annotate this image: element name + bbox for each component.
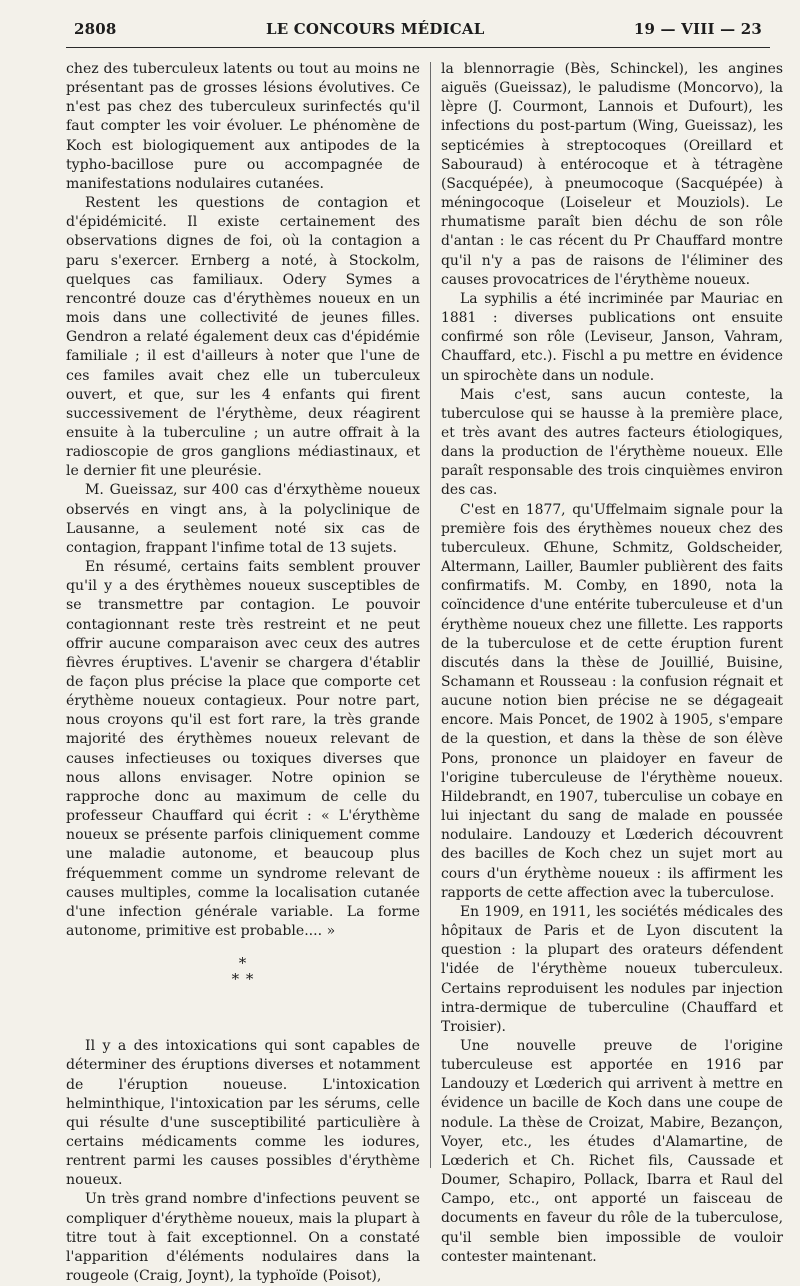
- issue-date: 19 — VIII — 23: [633, 20, 762, 38]
- paragraph: la blennorragie (Bès, Schinckel), les angines aiguës (Gueissaz), le paludisme (Moncorvo), la lèpre (J. Courmont, Lannois et Dufourt), les infections du post-partum (Wing, Gueissaz), les septicémies à streptocoques (Oreillard et Sabouraud) à entérocoque et à tétragène (Sacquépée), à pneumocoque (Sacquépée) à méningocoque (Loiseleur et Mouziols). Le rhumatisme paraît bien déchu de son rôle d'antan : le cas récent du Pr Chauffard montre qu'il n'y a pas de raisons de l'éliminer des causes provocatrices de l'érythème noueux.: [441, 61, 783, 288]
- paragraph: Il y a des intoxications qui sont capables de déterminer des éruptions diverses et notamment de l'éruption noueuse. L'intoxication helminthique, l'intoxication par les sérums, celle qui résulte d'une susceptibilité particulière à certains médicaments comme les iodures, rentrent parmi les causes possibles d'érythème noueux.: [66, 1038, 420, 1189]
- header-rule: [66, 47, 770, 48]
- paragraph: M. Gueissaz, sur 400 cas d'érxythème noueux observés en vingt ans, à la polyclinique de Lausanne, a seulement noté six cas de contagion, frappant l'infime total de 13 sujets.: [66, 482, 420, 556]
- paragraph: C'est en 1877, qu'Uffelmaim signale pour la première fois des érythèmes noueux chez des tuberculeux. Œhune, Schmitz, Goldscheider, Altermann, Lailler, Baumler publièrent des faits confirmatifs. M. Comby, en 1890, nota la coïncidence d'une entérite tuberculeuse et d'un érythème noueux chez une fillette. Les rapports de la tuberculose et de cette éruption furent discutés dans la thèse de Jouillié, Buisine, Schamann et Rousseau : la confusion régnait et aucune notion bien précise ne se dégageait encore. Mais Poncet, de 1902 à 1905, s'empare de la question, et dans la thèse de son élève Pons, prononce un plaidoyer en faveur de l'origine tuberculeuse de l'érythème noueux. Hildebrandt, en 1907, tuberculise un cobaye en lui injectant du sang de malade en poussée nodulaire. Landouzy et Lœderich découvrent des bacilles de Koch chez un sujet mort au cours d'un érythème noueux : ils affirment les rapports de cette affection avec la tuberculose.: [441, 501, 783, 901]
- paragraph: Un très grand nombre d'infections peuvent se compliquer d'érythème noueux, mais la plupart à titre tout à fait exceptionnel. On a constaté l'apparition d'éléments nodulaires dans la rougeole (Craig, Joynt), la typhoïde (Poisot),: [66, 1191, 420, 1285]
- paragraph: Restent les questions de contagion et d'épidémicité. Il existe certainement des observations dignes de foi, où la contagion a paru s'exercer. Ernberg a noté, à Stockolm, quelques cas familiaux. Odery Symes a rencontré douze cas d'érythèmes noueux en un mois dans une collectivité de jeunes filles. Gendron a relaté également deux cas d'épidémie familiale ; il est d'ailleurs à noter que l'une de ces familes avait chez elle un tuberculeux ouvert, et que, sur les 4 enfants qui firent successivement de l'érythème, deux réagirent ensuite à la tuberculine ; un autre offrait à la radioscopie de gros ganglions médiastinaux, et le dernier fit une pleurésie.: [66, 195, 420, 480]
- asterism-top: *: [238, 954, 248, 973]
- paragraph: Mais c'est, sans aucun conteste, la tuberculose qui se hausse à la première place, et très avant des autres facteurs étiologiques, dans la production de l'érythème noueux. Elle paraît responsable des trois cinquièmes environ des cas.: [441, 386, 783, 499]
- right-column: [441, 60, 783, 1267]
- column-divider: [430, 62, 431, 1168]
- page-number: 2808: [74, 20, 117, 38]
- asterism-bottom: * *: [231, 970, 255, 989]
- section-asterism: [66, 955, 420, 987]
- paragraph: En 1909, en 1911, les sociétés médicales des hôpitaux de Paris et de Lyon discutent la question : la plupart des orateurs défendent l'idée de l'érythème noueux tuberculeux. Certains reproduisent les nodules par injection intra-dermique de tuberculine (Chauffard et Troisier).: [441, 903, 783, 1035]
- paragraph: chez des tuberculeux latents ou tout au moins ne présentant pas de grosses lésions évolutives. Ce n'est pas chez des tuberculeux surinfectés qu'il faut compter les voir évoluer. Le phénomène de Koch est biologiquement aux antipodes de la typho-bacillose pure ou accompagnée de manifestations nodulaires cutanées.: [66, 61, 420, 192]
- paragraph: Une nouvelle preuve de l'origine tuberculeuse est apportée en 1916 par Landouzy et Lœderich qui arrivent à mettre en évidence un bacille de Koch dans une coupe de nodule. La thèse de Croizat, Mabire, Bezançon, Voyer, etc., les études d'Alamartine, de Lœderich et Ch. Richet fils, Caussade et Doumer, Schapiro, Pollack, Ibarra et Raul del Campo, etc., ont apporté un faisceau de documents en faveur du rôle de la tuberculose, qu'il semble bien impossible de vouloir contester maintenant.: [441, 1037, 783, 1265]
- left-column: [66, 60, 420, 1286]
- journal-title: LE CONCOURS MÉDICAL: [265, 20, 485, 38]
- running-head: [74, 20, 762, 38]
- paragraph: En résumé, certains faits semblent prouver qu'il y a des érythèmes noueux susceptibles de se transmettre par contagion. Le pouvoir contagionnant reste très restreint et ne peut offrir aucune comparaison avec ceux des autres fièvres éruptives. L'avenir se chargera d'établir de façon plus précise la place que comporte cet érythème noueux contagieux. Pour notre part, nous croyons qu'il est fort rare, la très grande majorité des érythèmes noueux relevant de causes infectieuses ou toxiques diverses que nous allons envisager. Notre opinion se rapproche donc au maximum de celle du professeur Chauffard qui écrit : « L'érythème noueux se présente parfois cliniquement comme une maladie autonome, et beaucoup plus fréquemment comme un syndrome relevant de causes multiples, comme la localisation cutanée d'une infection générale variable. La forme autonome, primitive est probable.... »: [66, 559, 420, 940]
- paragraph: La syphilis a été incriminée par Mauriac en 1881 : diverses publications ont ensuite confirmé son rôle (Leviseur, Janson, Vahram, Chauffard, etc.). Fischl a pu mettre en évidence un spirochète dans un nodule.: [441, 290, 783, 384]
